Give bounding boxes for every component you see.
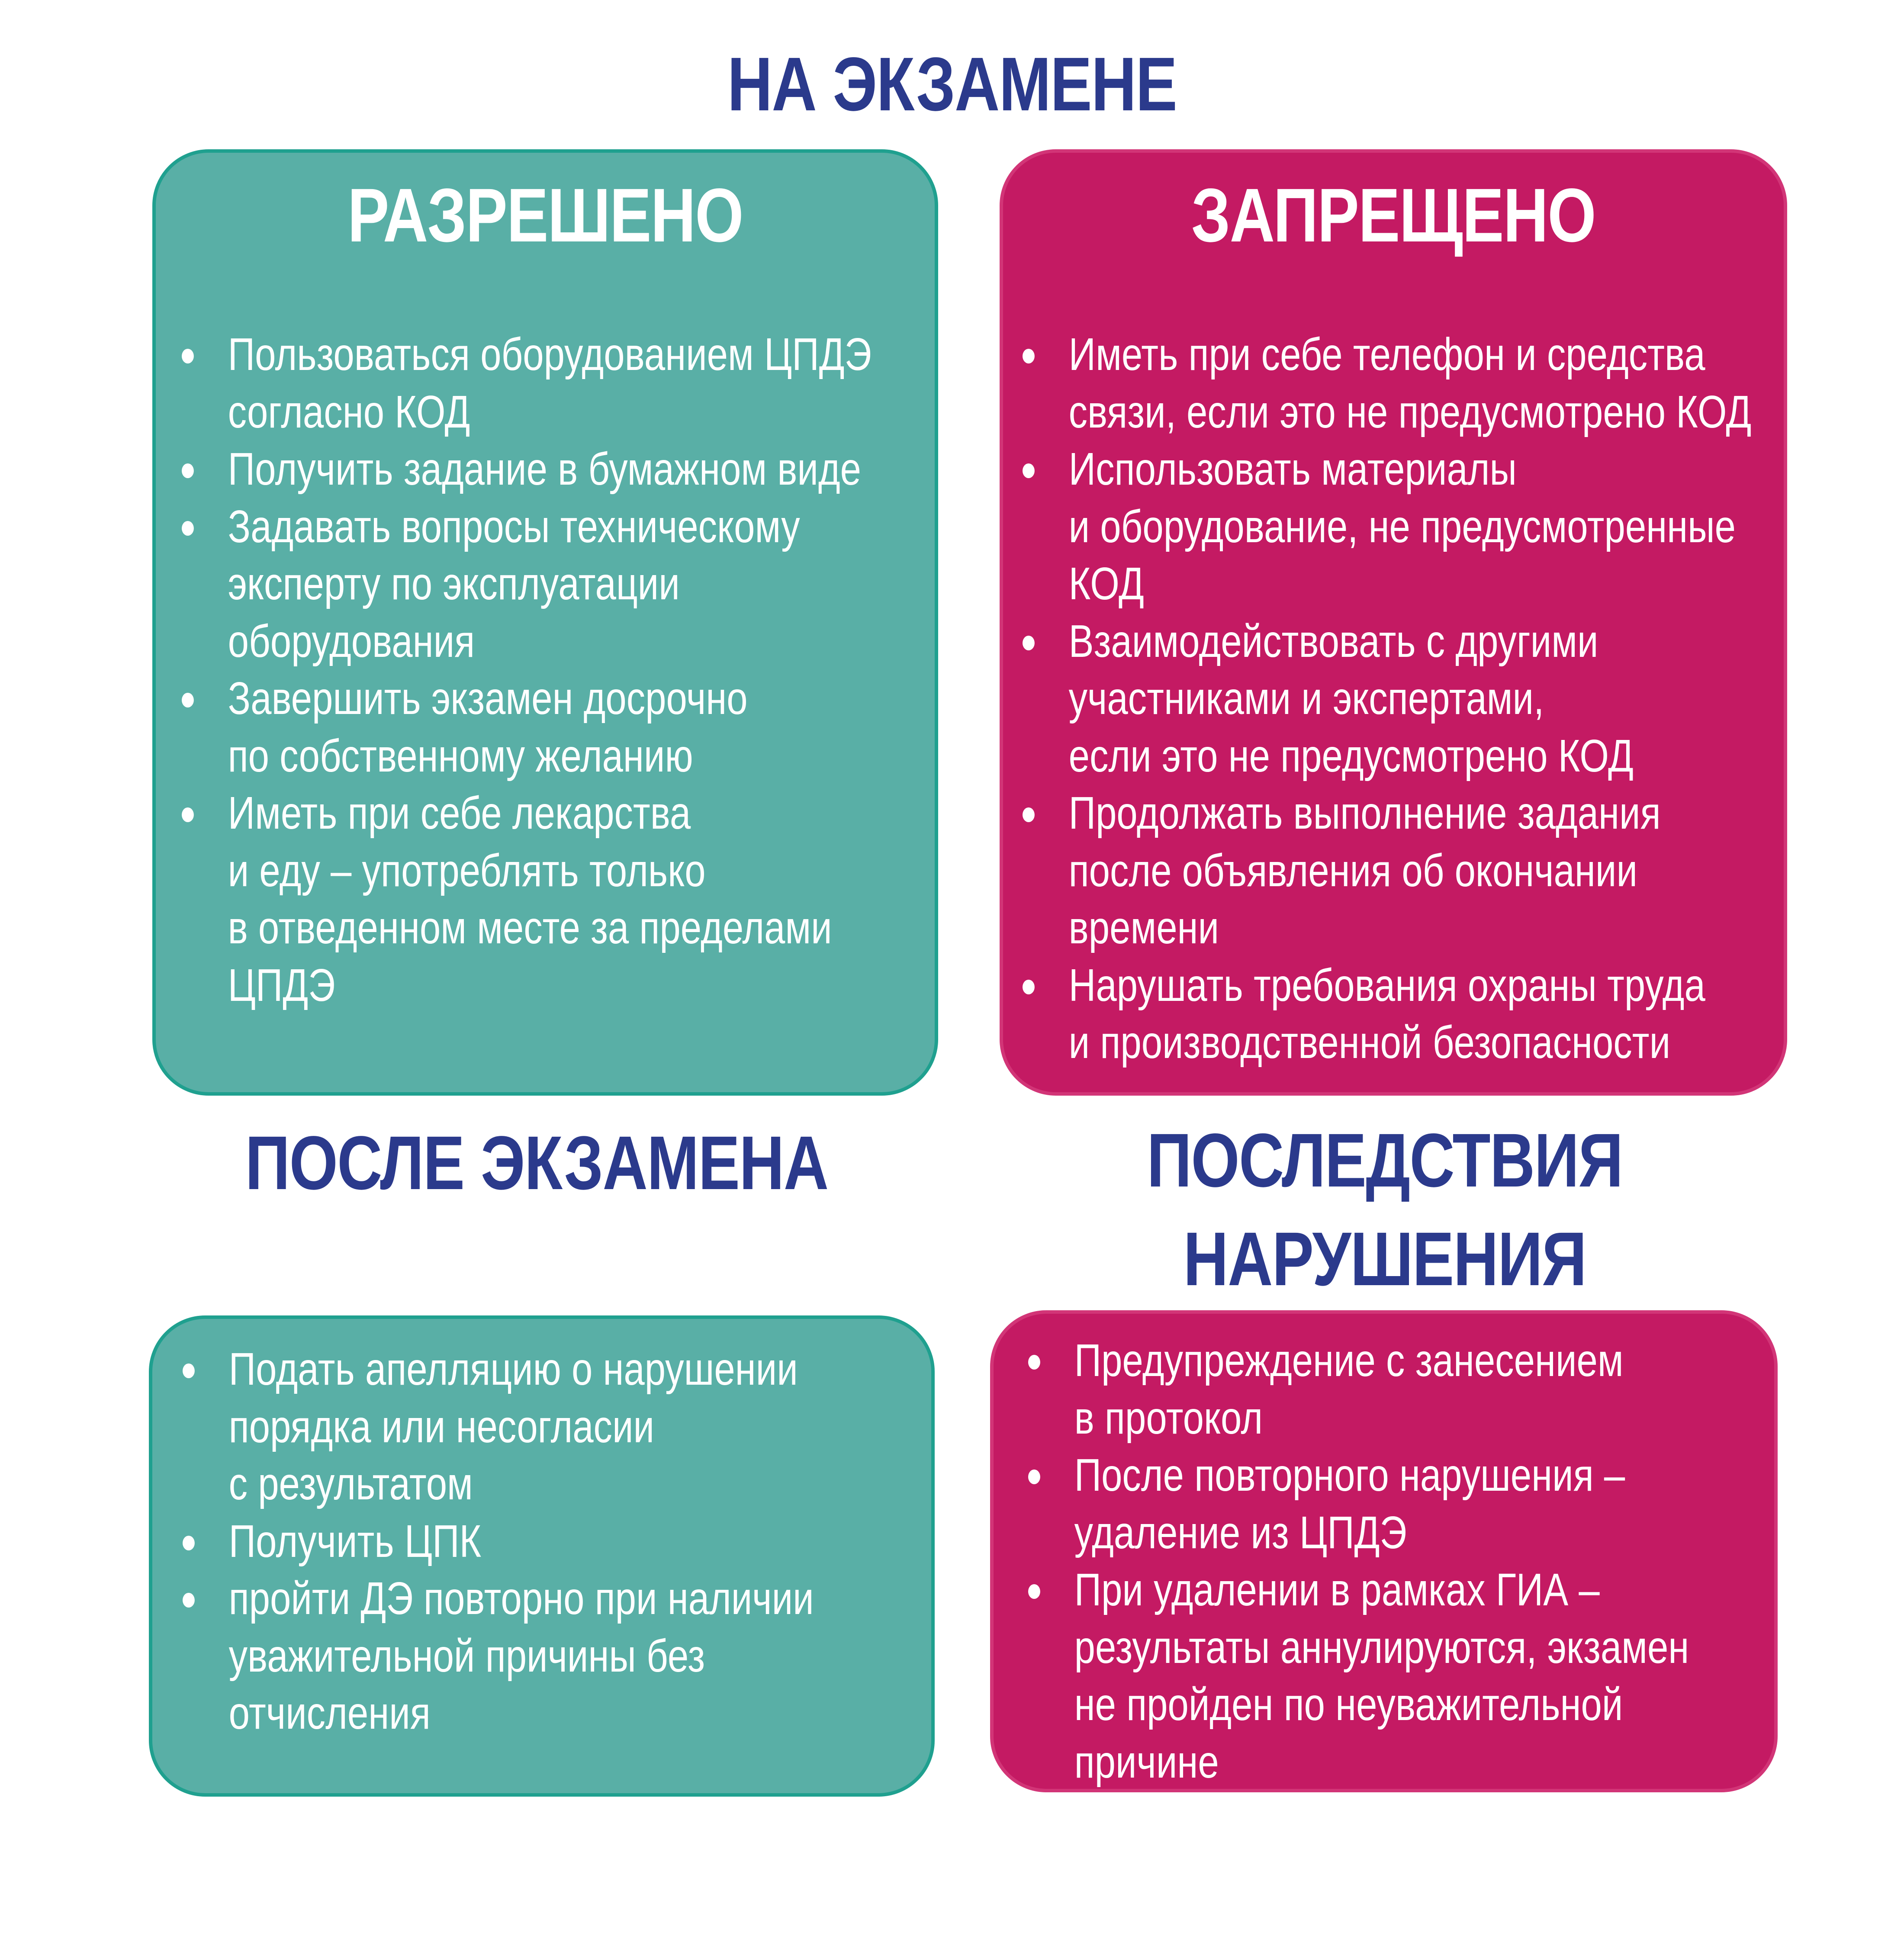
page-title: НА ЭКЗАМЕНЕ [727, 42, 1177, 127]
allowed-title: РАЗРЕШЕНО [347, 173, 743, 258]
list-item-line: согласно КОД [228, 386, 470, 437]
list-item-line: и еду – употреблять только [228, 845, 706, 896]
list-item-line: Продолжать выполнение задания [1068, 788, 1661, 839]
list-item [1023, 785, 1751, 957]
list-item-line: причине [1074, 1736, 1219, 1788]
list-item-line: в отведенном месте за пределами [228, 902, 832, 953]
list-item-line: времени [1068, 902, 1219, 953]
list-item-line: После повторного нарушения – [1074, 1450, 1625, 1501]
allowed-card [152, 149, 938, 1096]
list-item-line: Задавать вопросы техническому [228, 501, 800, 552]
list-item [182, 785, 872, 1014]
list-item [1028, 1447, 1689, 1561]
list-item-line: ЦПДЭ [228, 959, 335, 1011]
list-item-line: отчисления [228, 1688, 431, 1739]
list-item-line: Получить задание в бумажном виде [228, 444, 862, 495]
list-item-line: Иметь при себе телефон и средства [1068, 329, 1705, 380]
list-item-line: Взаимодействовать с другими [1068, 615, 1598, 667]
list-item [182, 326, 872, 441]
list-item [1023, 441, 1751, 613]
consequences-heading [1094, 1111, 1676, 1309]
list-item-line: Предупреждение с занесением [1074, 1335, 1624, 1386]
forbidden-list [1023, 326, 1751, 1071]
list-item-line: в протокол [1074, 1392, 1263, 1444]
list-item [183, 1513, 814, 1570]
list-item-line: и производственной безопасности [1068, 1017, 1671, 1068]
list-item-line: Завершить экзамен досрочно [228, 673, 748, 724]
list-item-line: оборудования [228, 615, 475, 667]
list-item-line: Использовать материалы [1068, 444, 1517, 495]
list-item [1023, 957, 1751, 1071]
list-item-line: связи, если это не предусмотрено КОД [1068, 386, 1752, 437]
list-item-line: с результатом [228, 1458, 473, 1509]
forbidden-title: ЗАПРЕЩЕНО [1191, 173, 1596, 258]
list-item-line: Нарушать требования охраны труда [1068, 959, 1705, 1011]
list-item-line: пройти ДЭ повторно при наличии [228, 1573, 814, 1624]
list-item [183, 1341, 814, 1513]
list-item [183, 1570, 814, 1742]
list-item-line: При удалении в рамках ГИА – [1074, 1564, 1600, 1615]
list-item [182, 498, 872, 670]
after-exam-heading: ПОСЛЕ ЭКЗАМЕНА [245, 1121, 828, 1206]
list-item-line: Получить ЦПК [228, 1515, 482, 1567]
list-item-line: Пользоваться оборудованием ЦПДЭ [228, 329, 872, 380]
list-item-line: КОД [1068, 558, 1144, 609]
consequences-heading-line: ПОСЛЕДСТВИЯ [1147, 1118, 1623, 1203]
list-item-line: Подать апелляцию о нарушении [228, 1344, 798, 1395]
list-item-line: результаты аннулируются, экзамен [1074, 1621, 1689, 1673]
list-item [182, 670, 872, 785]
list-item-line: после объявления об окончании [1068, 845, 1638, 896]
list-item-line: Иметь при себе лекарства [228, 788, 691, 839]
consequences-list [1028, 1332, 1689, 1791]
forbidden-card [1000, 149, 1787, 1096]
allowed-list [182, 326, 872, 1014]
list-item-line: эксперту по эксплуатации [228, 558, 680, 609]
consequences-heading-line: НАРУШЕНИЯ [1183, 1217, 1586, 1302]
after-exam-list [183, 1341, 814, 1742]
list-item-line: и оборудование, не предусмотренные [1068, 501, 1736, 552]
list-item [182, 441, 872, 498]
list-item-line: по собственному желанию [228, 730, 693, 781]
list-item-line: удаление из ЦПДЭ [1074, 1507, 1407, 1558]
list-item-line: не пройден по неуважительной [1074, 1679, 1623, 1730]
after-exam-card [149, 1315, 935, 1797]
list-item-line: порядка или несогласии [228, 1401, 655, 1452]
list-item-line: уважительной причины без [228, 1630, 705, 1682]
list-item-line: если это не предусмотрено КОД [1068, 730, 1634, 781]
list-item [1028, 1561, 1689, 1791]
consequences-card [990, 1310, 1778, 1792]
list-item [1028, 1332, 1689, 1447]
list-item [1023, 326, 1751, 441]
list-item [1023, 613, 1751, 785]
list-item-line: участниками и экспертами, [1068, 673, 1544, 724]
